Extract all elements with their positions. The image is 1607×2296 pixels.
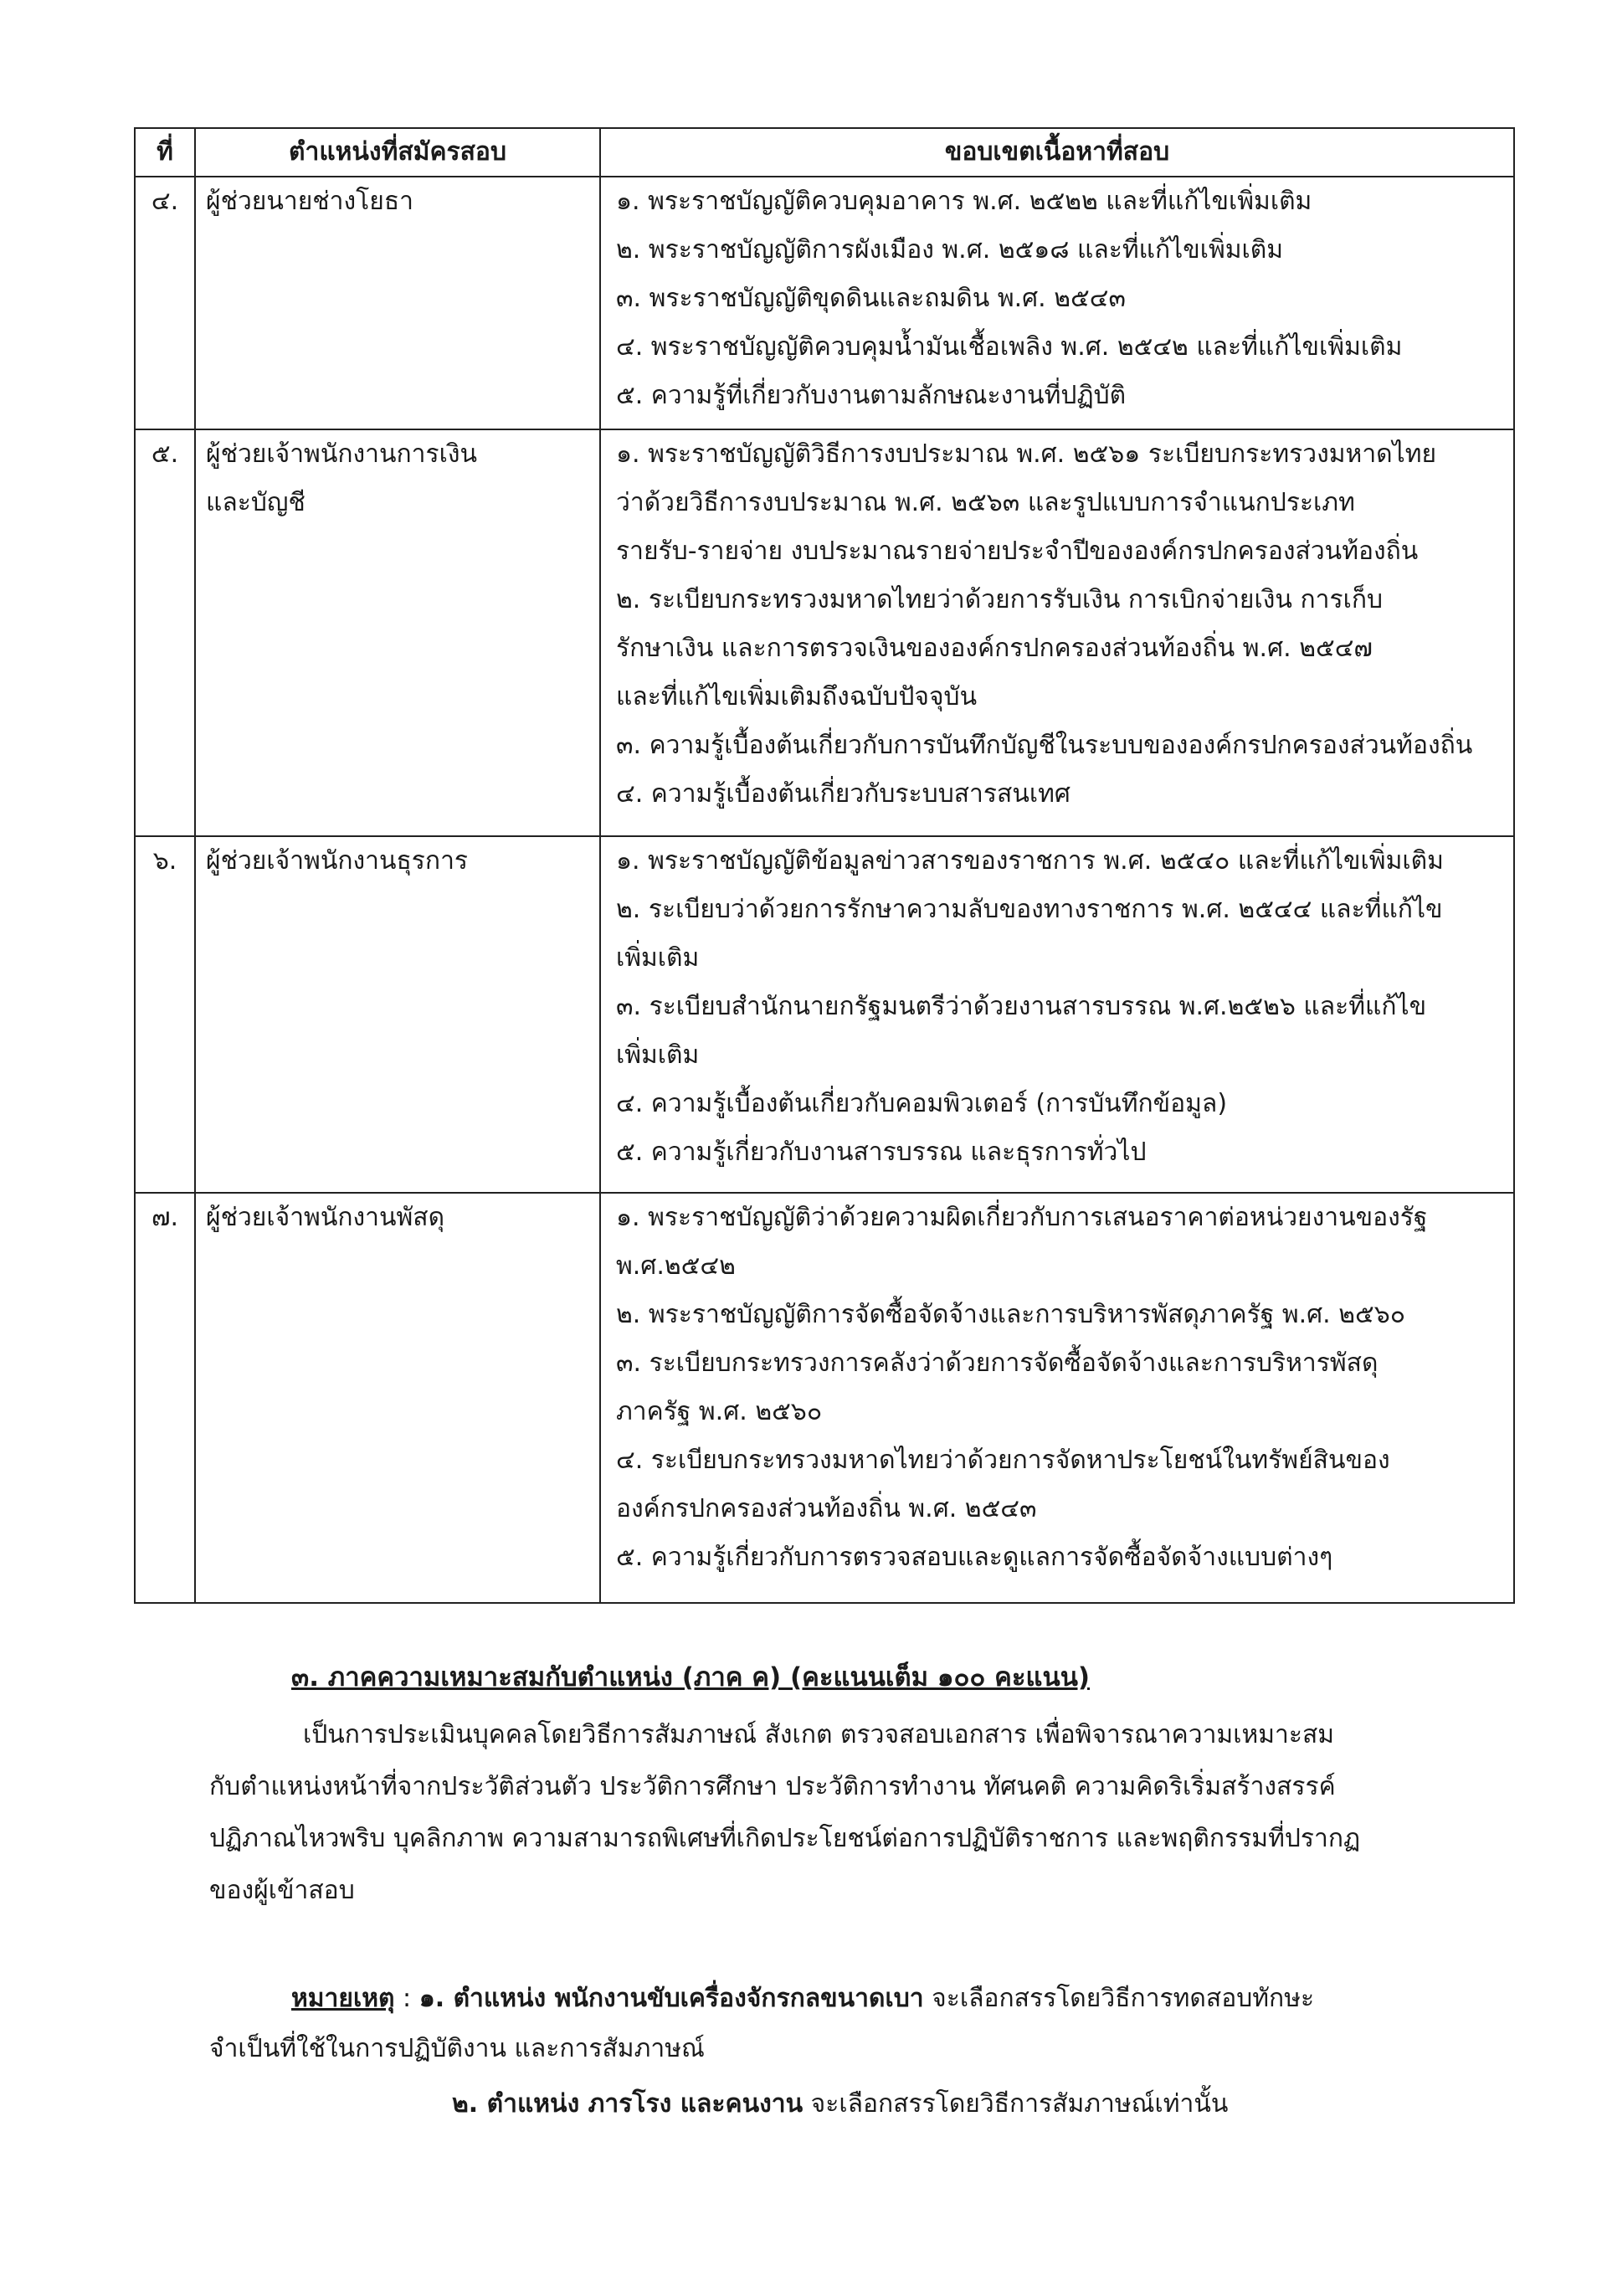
paragraph-line: กับตำแหน่งหน้าที่จากประวัติส่วนตัว ประวัติการศึกษา ประวัติการทำงาน ทัศนคติ ความคิดริเริ่มสร้างสรรค์ xyxy=(209,1772,1336,1801)
scope-line: เพิ่มเติม xyxy=(616,1040,700,1070)
table-row xyxy=(135,1193,1514,1603)
position-line: และบัญชี xyxy=(206,488,305,517)
scope-line: ๕. ความรู้เกี่ยวกับงานสารบรรณ และธุรการทั่วไป xyxy=(616,1138,1147,1167)
scope-line: ๔. พระราชบัญญัติควบคุมน้ำมันเชื้อเพลิง พ.ศ. ๒๕๔๒ และที่แก้ไขเพิ่มเติม xyxy=(616,332,1403,362)
scope-line: ภาครัฐ พ.ศ. ๒๕๖๐ xyxy=(616,1397,823,1426)
note-item-1 xyxy=(291,1974,1522,2024)
position-line: ผู้ช่วยนายช่างโยธา xyxy=(206,187,413,216)
note-item-1-continued: จำเป็นที่ใช้ในการปฏิบัติงาน และการสัมภาษณ์ xyxy=(209,2034,705,2063)
scope-line: ๒. ระเบียบกระทรวงมหาดไทยว่าด้วยการรับเงิน การเบิกจ่ายเงิน การเก็บ xyxy=(616,585,1384,614)
row-scope xyxy=(600,836,1514,1193)
row-position xyxy=(195,429,600,836)
section-3-heading: ๓. ภาคความเหมาะสมกับตำแหน่ง (ภาค ค) (คะแนนเต็ม ๑๐๐ คะแนน) xyxy=(291,1662,1091,1692)
row-position xyxy=(195,836,600,1193)
header-number: ที่ xyxy=(135,128,195,177)
scope-line: ๓. พระราชบัญญัติขุดดินและถมดิน พ.ศ. ๒๕๔๓ xyxy=(616,284,1126,313)
scope-line: ว่าด้วยวิธีการงบประมาณ พ.ศ. ๒๕๖๓ และรูปแบบการจำแนกประเภท xyxy=(616,488,1355,517)
table-header-row xyxy=(135,128,1514,177)
row-number: ๖. xyxy=(135,836,195,1193)
row-scope xyxy=(600,177,1514,429)
scope-line: ๒. พระราชบัญญัติการจัดซื้อจัดจ้างและการบริหารพัสดุภาครัฐ พ.ศ. ๒๕๖๐ xyxy=(616,1300,1406,1329)
exam-scope-table xyxy=(134,127,1515,1604)
note-colon: : xyxy=(394,1984,419,2013)
table-row xyxy=(135,429,1514,836)
paragraph-line: ปฏิภาณไหวพริบ บุคลิกภาพ ความสามารถพิเศษที่เกิดประโยชน์ต่อการปฏิบัติราชการ และพฤติกรรมที่ปรากฏ xyxy=(209,1824,1361,1853)
note-item-2-text: จะเลือกสรรโดยวิธีการสัมภาษณ์เท่านั้น xyxy=(803,2089,1229,2119)
table-row xyxy=(135,177,1514,429)
scope-line: ๔. ระเบียบกระทรวงมหาดไทยว่าด้วยการจัดหาประโยชน์ในทรัพย์สินของ xyxy=(616,1446,1390,1475)
scope-line: ๒. พระราชบัญญัติการผังเมือง พ.ศ. ๒๕๑๘ และที่แก้ไขเพิ่มเติม xyxy=(616,235,1284,265)
scope-line: รักษาเงิน และการตรวจเงินขององค์กรปกครองส่วนท้องถิ่น พ.ศ. ๒๕๔๗ xyxy=(616,634,1373,663)
position-line: ผู้ช่วยเจ้าพนักงานการเงิน xyxy=(206,439,478,469)
scope-line: ๕. ความรู้เกี่ยวกับการตรวจสอบและดูแลการจัดซื้อจัดจ้างแบบต่างๆ xyxy=(616,1543,1333,1572)
scope-line: ๓. ความรู้เบื้องต้นเกี่ยวกับการบันทึกบัญชีในระบบขององค์กรปกครองส่วนท้องถิ่น xyxy=(616,731,1473,760)
table-row xyxy=(135,836,1514,1193)
scope-line: ๓. ระเบียบกระทรวงการคลังว่าด้วยการจัดซื้อจัดจ้างและการบริหารพัสดุ xyxy=(616,1348,1379,1378)
header-scope: ขอบเขตเนื้อหาที่สอบ xyxy=(600,128,1514,177)
scope-line: ๓. ระเบียบสำนักนายกรัฐมนตรีว่าด้วยงานสารบรรณ พ.ศ.๒๕๒๖ และที่แก้ไข xyxy=(616,992,1427,1021)
note-item-1-text: จะเลือกสรรโดยวิธีการทดสอบทักษะ xyxy=(923,1984,1315,2013)
scope-line: ๕. ความรู้ที่เกี่ยวกับงานตามลักษณะงานที่ปฏิบัติ xyxy=(616,381,1127,410)
scope-line: และที่แก้ไขเพิ่มเติมถึงฉบับปัจจุบัน xyxy=(616,682,978,711)
row-number: ๔. xyxy=(135,177,195,429)
scope-line: ๒. ระเบียบว่าด้วยการรักษาความลับของทางราชการ พ.ศ. ๒๕๔๔ และที่แก้ไข xyxy=(616,895,1443,924)
row-number: ๗. xyxy=(135,1193,195,1603)
scope-line: ๑. พระราชบัญญัติควบคุมอาคาร พ.ศ. ๒๕๒๒ และที่แก้ไขเพิ่มเติม xyxy=(616,187,1312,216)
scope-line: พ.ศ.๒๕๔๒ xyxy=(616,1251,736,1281)
note-item-2 xyxy=(452,2079,1228,2129)
position-line: ผู้ช่วยเจ้าพนักงานพัสดุ xyxy=(206,1203,445,1232)
scope-line: ๑. พระราชบัญญัติว่าด้วยความผิดเกี่ยวกับการเสนอราคาต่อหน่วยงานของรัฐ xyxy=(616,1203,1428,1232)
header-position: ตำแหน่งที่สมัครสอบ xyxy=(195,128,600,177)
scope-line: ๑. พระราชบัญญัติวิธีการงบประมาณ พ.ศ. ๒๕๖๑ ระเบียบกระทรวงมหาดไทย xyxy=(616,439,1437,469)
row-position xyxy=(195,1193,600,1603)
row-scope xyxy=(600,1193,1514,1603)
row-number: ๕. xyxy=(135,429,195,836)
scope-line: เพิ่มเติม xyxy=(616,943,700,973)
note-item-1-position: ๑. ตำแหน่ง พนักงานขับเครื่องจักรกลขนาดเบา xyxy=(418,1984,924,2013)
row-scope xyxy=(600,429,1514,836)
note-label: หมายเหตุ xyxy=(291,1984,395,2013)
scope-line: รายรับ-รายจ่าย งบประมาณรายจ่ายประจำปีขององค์กรปกครองส่วนท้องถิ่น xyxy=(616,537,1419,566)
scope-line: ๑. พระราชบัญญัติข้อมูลข่าวสารของราชการ พ.ศ. ๒๕๔๐ และที่แก้ไขเพิ่มเติม xyxy=(616,846,1444,876)
paragraph-line: ของผู้เข้าสอบ xyxy=(209,1876,355,1905)
scope-line: ๔. ความรู้เบื้องต้นเกี่ยวกับคอมพิวเตอร์ (การบันทึกข้อมูล) xyxy=(616,1089,1228,1118)
scope-line: องค์กรปกครองส่วนท้องถิ่น พ.ศ. ๒๕๔๓ xyxy=(616,1494,1037,1523)
note-item-2-position: ๒. ตำแหน่ง ภารโรง และคนงาน xyxy=(452,2089,804,2119)
position-line: ผู้ช่วยเจ้าพนักงานธุรการ xyxy=(206,846,469,876)
section-3-paragraph xyxy=(209,1709,1515,1917)
paragraph-line: เป็นการประเมินบุคคลโดยวิธีการสัมภาษณ์ สังเกต ตรวจสอบเอกสาร เพื่อพิจารณาความเหมาะสม xyxy=(303,1720,1335,1749)
row-position xyxy=(195,177,600,429)
scope-line: ๔. ความรู้เบื้องต้นเกี่ยวกับระบบสารสนเทศ xyxy=(616,779,1070,809)
